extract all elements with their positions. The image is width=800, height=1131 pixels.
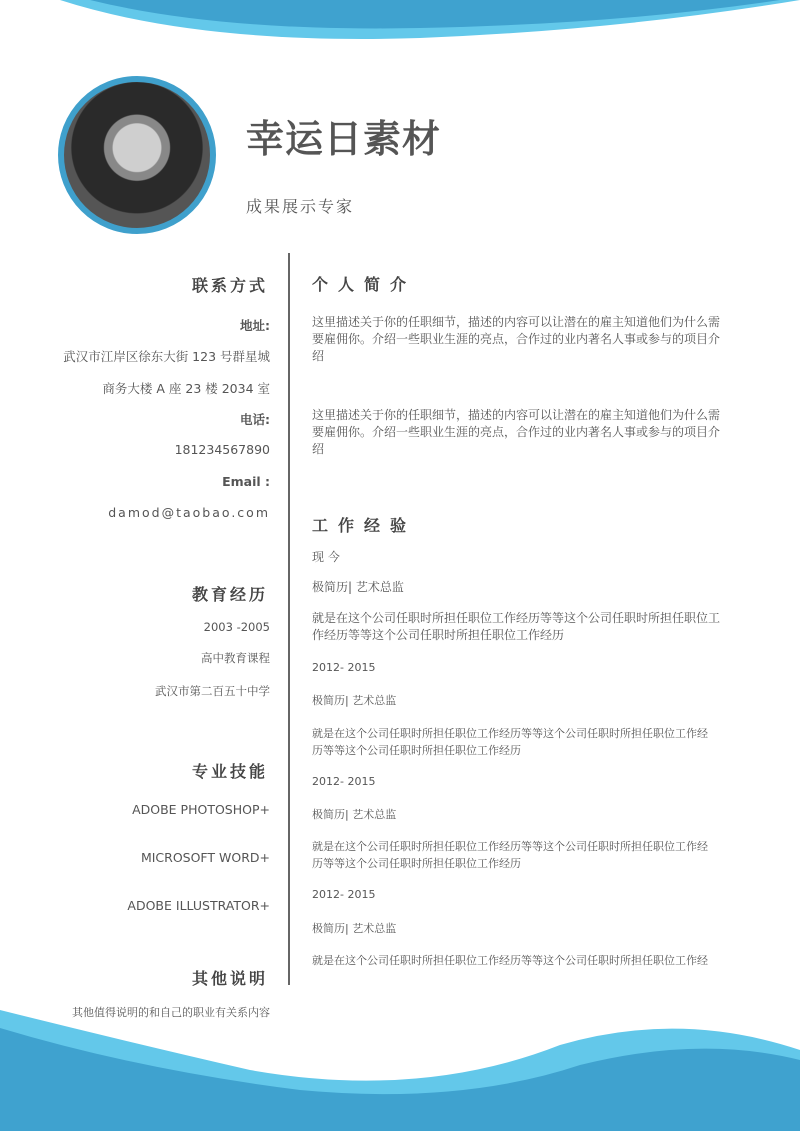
skill-item: ADOBE PHOTOSHOP+ [132,802,270,817]
work-role: 极简历| 艺术总监 [312,580,404,594]
work-description: 就是在这个公司任职时所担任职位工作经历等等这个公司任职时所担任职位工作经历等等这个公司任职时所担任职位工作经历 [312,611,721,642]
email-label: Email : [222,474,270,489]
work-role: 极简历| 艺术总监 [312,694,397,707]
skill-item: ADOBE ILLUSTRATOR+ [127,898,270,913]
phone-label: 电话: [240,412,270,427]
candidate-name: 幸运日素材 [246,117,442,161]
top-wave-decoration [0,0,800,50]
work-period: 2012- 2015 [312,661,376,674]
skills-heading: 专业技能 [191,762,268,781]
candidate-title: 成果展示专家 [246,197,355,216]
work-heading: 工作经验 [312,516,417,535]
email-value[interactable]: damod@taobao.com [108,505,270,520]
work-period: 现 今 [312,550,340,564]
address-line1: 武汉市江岸区徐东大街 123 号群星城 [63,349,270,364]
work-description: 就是在这个公司任职时所担任职位工作经历等等这个公司任职时所担任职位工作经 [312,954,708,967]
profile-heading: 个人简介 [312,275,417,294]
work-description: 就是在这个公司任职时所担任职位工作经历等等这个公司任职时所担任职位工作经历等等这个公司任职时所担任职位工作经历 [312,840,708,870]
education-course: 高中教育课程 [201,651,270,665]
education-period: 2003 -2005 [203,620,270,634]
work-description: 就是在这个公司任职时所担任职位工作经历等等这个公司任职时所担任职位工作经历等等这个公司任职时所担任职位工作经历 [312,727,708,757]
profile-paragraph: 这里描述关于你的任职细节，描述的内容可以让潜在的雇主知道他们为什么需要雇佣你。介绍一些职业生涯的亮点，合作过的业内著名人事或参与的项目介绍 [312,408,721,456]
profile-photo [58,76,216,234]
work-role: 极简历| 艺术总监 [312,808,397,821]
profile-paragraph: 这里描述关于你的任职细节，描述的内容可以让潜在的雇主知道他们为什么需要雇佣你。介绍一些职业生涯的亮点，合作过的业内著名人事或参与的项目介绍 [312,315,721,363]
address-line2: 商务大楼 A 座 23 楼 2034 室 [102,381,270,396]
education-heading: 教育经历 [191,585,268,604]
work-role: 极简历| 艺术总监 [312,922,397,935]
address-label: 地址: [240,318,270,333]
work-period: 2012- 2015 [312,775,376,788]
other-heading: 其他说明 [191,969,268,988]
contact-heading: 联系方式 [191,276,268,295]
column-divider [288,253,290,985]
education-school: 武汉市第二百五十中学 [155,684,270,698]
phone-value: 181234567890 [174,442,270,457]
skill-item: MICROSOFT WORD+ [140,850,270,865]
work-period: 2012- 2015 [312,888,376,901]
other-text: 其他值得说明的和自己的职业有关系内容 [72,1006,270,1019]
